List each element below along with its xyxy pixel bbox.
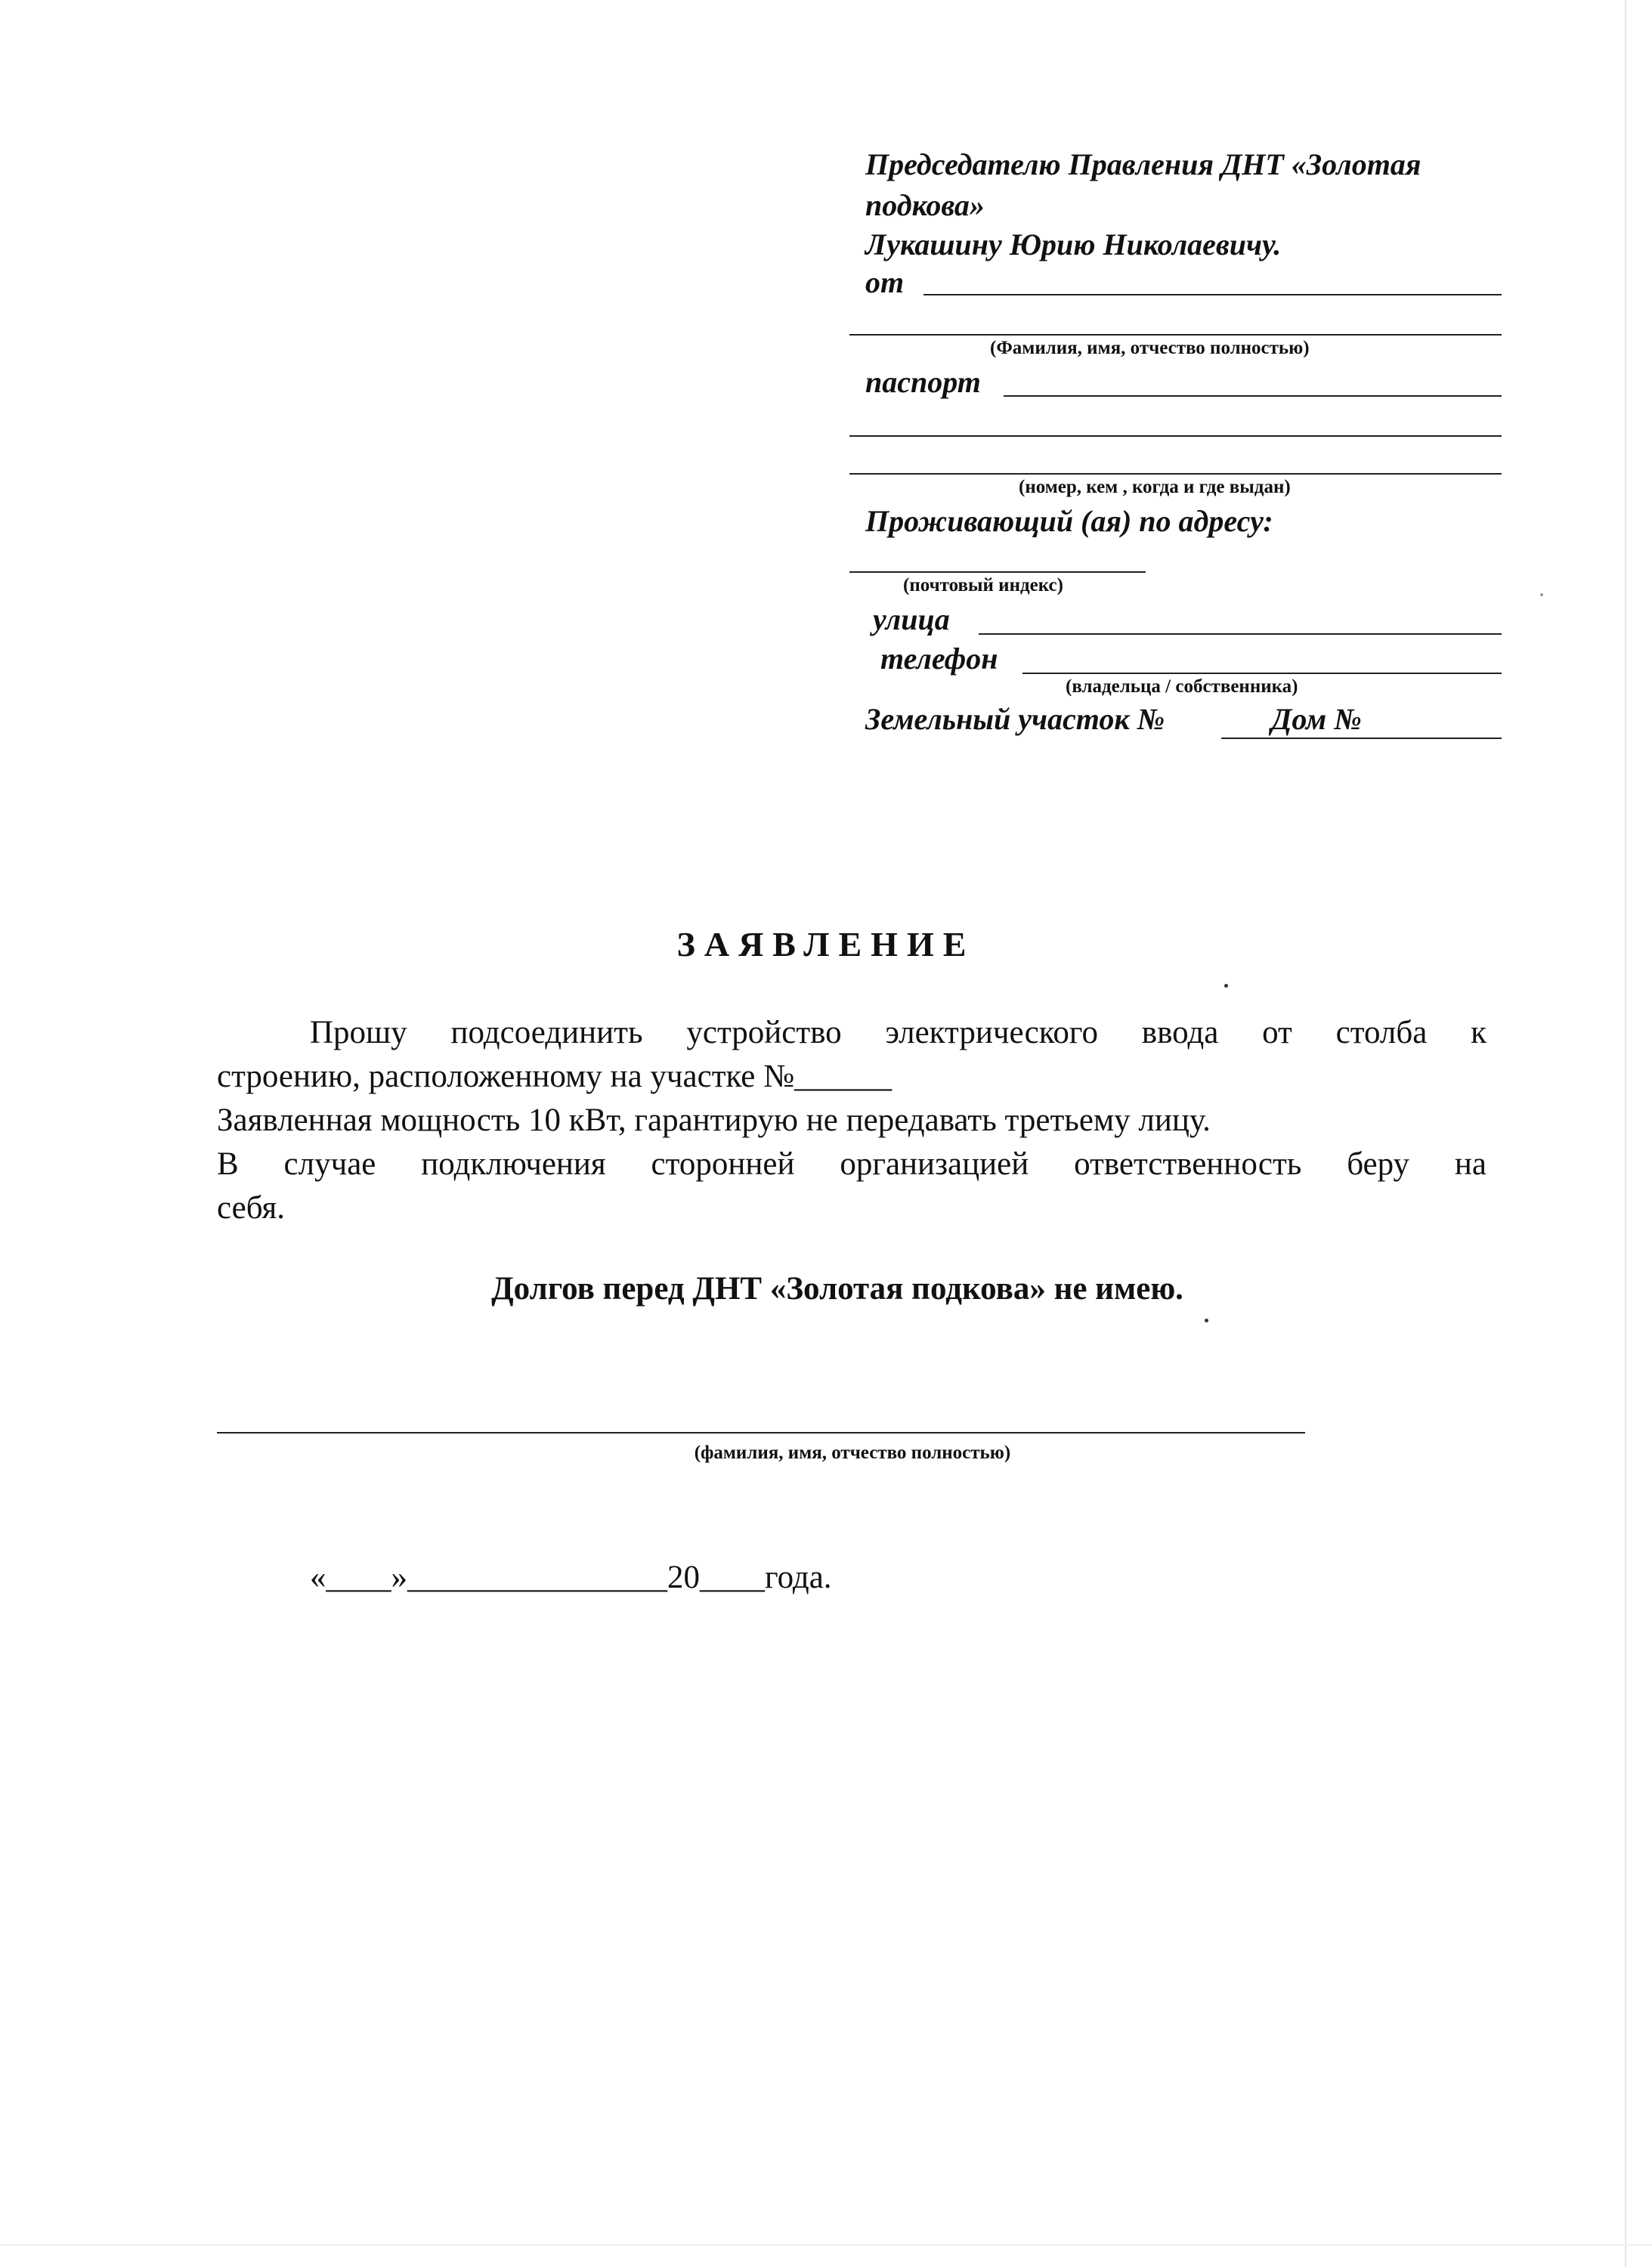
address-label: Проживающий (ая) по адресу: bbox=[865, 504, 1273, 538]
postal-caption: (почтовый индекс) bbox=[903, 575, 1063, 595]
passport-line-2[interactable] bbox=[849, 435, 1502, 437]
passport-label: паспорт bbox=[865, 365, 981, 399]
body-line-3: Заявленная мощность 10 кВт, гарантирую не передавать третьему лицу. bbox=[217, 1103, 1211, 1138]
addressee-line-1: Председателю Правления ДНТ «Золотая bbox=[865, 147, 1422, 181]
signature-caption: (фамилия, имя, отчество полностью) bbox=[694, 1443, 1011, 1463]
body-line-2: строению, расположенному на участке №______ bbox=[217, 1059, 893, 1094]
body-line-4: В случае подключения сторонней организацией ответственность беру на bbox=[217, 1146, 1486, 1182]
page-edge-bottom bbox=[0, 2244, 1652, 2246]
plot-label: Земельный участок № bbox=[865, 702, 1165, 736]
scan-speck bbox=[1224, 984, 1228, 988]
body-line-5: себя. bbox=[217, 1190, 286, 1226]
addressee-line-2: подкова» bbox=[865, 188, 985, 222]
house-label: Дом № bbox=[1271, 702, 1362, 736]
signature-line[interactable] bbox=[217, 1432, 1305, 1433]
phone-line[interactable] bbox=[1022, 673, 1502, 674]
page-edge-right bbox=[1625, 0, 1626, 2267]
postal-code-line[interactable] bbox=[849, 571, 1146, 573]
scan-speck bbox=[1205, 1319, 1208, 1322]
passport-line-3[interactable] bbox=[849, 473, 1502, 475]
passport-line-1[interactable] bbox=[1004, 395, 1502, 397]
from-line[interactable] bbox=[923, 294, 1502, 295]
phone-label: телефон bbox=[880, 642, 998, 676]
passport-caption: (номер, кем , когда и где выдан) bbox=[1019, 477, 1291, 497]
date-line[interactable]: «____»________________20____года. bbox=[310, 1560, 832, 1595]
phone-caption: (владельца / собственника) bbox=[1066, 676, 1298, 697]
body-line-1: Прошу подсоединить устройство электрического ввода от столба к bbox=[310, 1015, 1486, 1050]
name-caption: (Фамилия, имя, отчество полностью) bbox=[990, 338, 1310, 358]
document-title: ЗАЯВЛЕНИЕ bbox=[676, 925, 976, 963]
scan-speck bbox=[1540, 593, 1543, 596]
street-line[interactable] bbox=[979, 633, 1502, 635]
debt-statement: Долгов перед ДНТ «Золотая подкова» не имею. bbox=[491, 1271, 1183, 1307]
name-line[interactable] bbox=[849, 334, 1502, 336]
addressee-name: Лукашину Юрию Николаевичу. bbox=[865, 227, 1282, 261]
from-label: от bbox=[865, 265, 905, 299]
street-label: улица bbox=[873, 602, 950, 636]
